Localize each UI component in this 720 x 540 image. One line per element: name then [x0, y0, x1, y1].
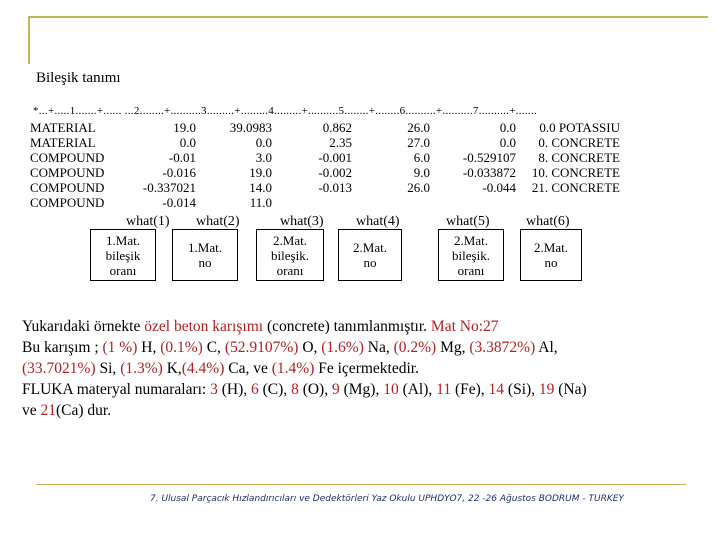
percent-k: (1.3%)	[120, 360, 163, 377]
percent-o: (52.9107%)	[224, 339, 299, 356]
card-field: -0.002	[318, 165, 352, 180]
card-field: 14.0	[249, 180, 272, 195]
fluka-number-al: 10	[383, 381, 399, 398]
box-text-line: bileşik.	[452, 247, 490, 263]
text-span: Si,	[95, 360, 121, 377]
text-span: Mg,	[436, 339, 470, 356]
box-text-line: 2.Mat.	[273, 232, 307, 248]
box-text-line: oranı	[276, 262, 304, 278]
card-field: -0.014	[162, 195, 196, 210]
card-field	[272, 195, 352, 210]
text-span: ve	[22, 402, 41, 419]
what-description-box-2	[172, 229, 238, 281]
text-span: (Ca) dur.	[56, 402, 112, 419]
fluka-number-si: 14	[488, 381, 505, 398]
card-field: 10. CONCRETE	[531, 165, 620, 180]
card-field: 3.0	[255, 150, 272, 165]
box-text-line: no	[363, 255, 377, 270]
text-span: H,	[137, 339, 161, 356]
percent-c: (0.1%)	[160, 339, 203, 356]
percent-na: (1.6%)	[321, 339, 364, 356]
text-span: (Si),	[504, 381, 539, 398]
card-keyword: COMPOUND	[30, 150, 105, 165]
text-span: Na,	[363, 339, 394, 356]
card-field: 0.862	[322, 120, 352, 135]
text-span: C,	[202, 339, 225, 356]
card-keyword: MATERIAL	[30, 120, 96, 135]
text-span: (O),	[298, 381, 332, 398]
frame-left-line	[28, 16, 30, 64]
text-span: Bu karışım ;	[22, 339, 103, 356]
footer-conference-text: 7. Ulusal Parçacık Hızlandırıcıları ve Dedektörleri Yaz Okulu UPHDYO7, 22 -26 Ağustos BODRUM - TURKEY	[150, 494, 624, 504]
card-field: 19.0	[249, 165, 272, 180]
concrete-highlight: özel beton karışımı	[144, 318, 264, 335]
text-span: (Al),	[398, 381, 437, 398]
box-text-line: bileşik.	[271, 247, 309, 263]
percent-mg: (0.2%)	[393, 339, 437, 356]
section-subtitle: Bileşik tanımı	[36, 70, 121, 86]
what-label-3: what(3)	[280, 214, 324, 229]
explanation-paragraph	[22, 316, 694, 421]
box-text-line: 2.Mat.	[353, 240, 387, 255]
card-field: 0.0	[255, 135, 272, 150]
card-field: -0.01	[168, 150, 196, 165]
box-text-line: oranı	[109, 262, 137, 278]
box-text-line: 2.Mat.	[534, 240, 568, 255]
text-span: O,	[298, 339, 322, 356]
card-field: 9.0	[413, 165, 430, 180]
card-row	[30, 150, 620, 165]
frame-top-line	[28, 16, 708, 18]
fluka-number-mg: 9	[331, 381, 340, 398]
card-field: -0.001	[318, 150, 352, 165]
card-keyword: COMPOUND	[30, 195, 105, 210]
card-keyword: MATERIAL	[30, 135, 96, 150]
explanation-line-2	[22, 337, 694, 358]
box-text-line: bileşik	[105, 247, 141, 263]
card-field: 26.0	[407, 120, 430, 135]
box-text-line: 1.Mat.	[106, 232, 140, 248]
box-text-line: 2.Mat.	[454, 232, 488, 248]
card-field: 39.0983	[229, 120, 272, 135]
card-keyword: COMPOUND	[30, 165, 105, 180]
text-span: Yukarıdaki örnekte	[22, 318, 145, 335]
card-row	[30, 120, 620, 135]
what-description-box-3	[256, 229, 324, 281]
text-span: (concrete) tanımlanmıştır.	[263, 318, 431, 335]
card-field: -0.529107	[462, 150, 516, 165]
explanation-line-3	[22, 358, 694, 379]
text-span: Al,	[535, 339, 558, 356]
fluka-number-c: 6	[251, 381, 259, 398]
card-row	[30, 165, 620, 180]
text-span: (Fe),	[451, 381, 489, 398]
what-label-2: what(2)	[196, 214, 240, 229]
card-field: 21. CONCRETE	[531, 180, 620, 195]
box-text-line: no	[544, 255, 558, 270]
card-field: 0.0 POTASSIU	[539, 120, 620, 135]
text-span: (Mg),	[339, 381, 384, 398]
what-label-4: what(4)	[356, 214, 400, 229]
card-column-ruler: *...+.....1.......+...... ...2........+..........3.........+.........4.........+..........5........+........6..........+..........7..........+.......	[33, 105, 538, 117]
fluka-number-h: 3	[210, 381, 218, 398]
percent-ca: (4.4%)	[181, 360, 225, 377]
box-text-line: oranı	[457, 262, 485, 278]
fluka-input-cards	[30, 120, 620, 210]
explanation-line-4	[22, 379, 694, 400]
text-span: (H),	[217, 381, 252, 398]
percent-al: (3.3872%)	[469, 339, 536, 356]
card-row	[30, 195, 620, 210]
card-field	[352, 195, 430, 210]
card-keyword: COMPOUND	[30, 180, 105, 195]
card-field: 0.0	[179, 135, 196, 150]
card-field: 19.0	[173, 120, 196, 135]
what-description-box-4	[338, 229, 402, 281]
fluka-number-ca: 21	[40, 402, 57, 419]
what-label-1: what(1)	[126, 214, 170, 229]
what-description-box-1	[90, 229, 156, 281]
material-number-highlight: Mat No:27	[430, 318, 499, 335]
box-text-line: 1.Mat.	[188, 240, 222, 255]
what-description-box-5	[438, 229, 504, 281]
text-span: K,	[162, 360, 182, 377]
footer-divider	[36, 484, 686, 485]
explanation-line-5	[22, 400, 694, 421]
card-field: -0.013	[318, 180, 352, 195]
explanation-line-1	[22, 316, 694, 337]
text-span: Fe içermektedir.	[314, 360, 419, 377]
percent-fe: (1.4%)	[271, 360, 315, 377]
text-span: (C),	[258, 381, 292, 398]
card-field	[430, 195, 516, 210]
card-row	[30, 180, 620, 195]
card-field: -0.033872	[462, 165, 516, 180]
what-label-5: what(5)	[446, 214, 490, 229]
card-field: -0.016	[162, 165, 196, 180]
box-text-line: no	[198, 255, 212, 270]
percent-h: (1 %)	[102, 339, 138, 356]
card-field: 0.0	[499, 120, 516, 135]
text-span: (Na)	[554, 381, 587, 398]
text-span: FLUKA materyal numaraları:	[22, 381, 211, 398]
card-field: 8. CONCRETE	[538, 150, 620, 165]
fluka-number-o: 8	[291, 381, 299, 398]
card-field: -0.337021	[142, 180, 196, 195]
card-field	[516, 195, 620, 210]
card-field: 2.35	[329, 135, 352, 150]
what-description-box-6	[520, 229, 582, 281]
fluka-number-fe: 11	[436, 381, 452, 398]
percent-si: (33.7021%)	[22, 360, 96, 377]
card-field: 0. CONCRETE	[538, 135, 620, 150]
card-field: 6.0	[413, 150, 430, 165]
card-field: 11.0	[249, 195, 272, 210]
card-row	[30, 135, 620, 150]
fluka-number-na: 19	[538, 381, 555, 398]
card-field: 27.0	[407, 135, 430, 150]
card-field: 0.0	[499, 135, 516, 150]
card-field: 26.0	[407, 180, 430, 195]
card-field: -0.044	[482, 180, 516, 195]
what-label-6: what(6)	[526, 214, 570, 229]
text-span: Ca, ve	[224, 360, 272, 377]
